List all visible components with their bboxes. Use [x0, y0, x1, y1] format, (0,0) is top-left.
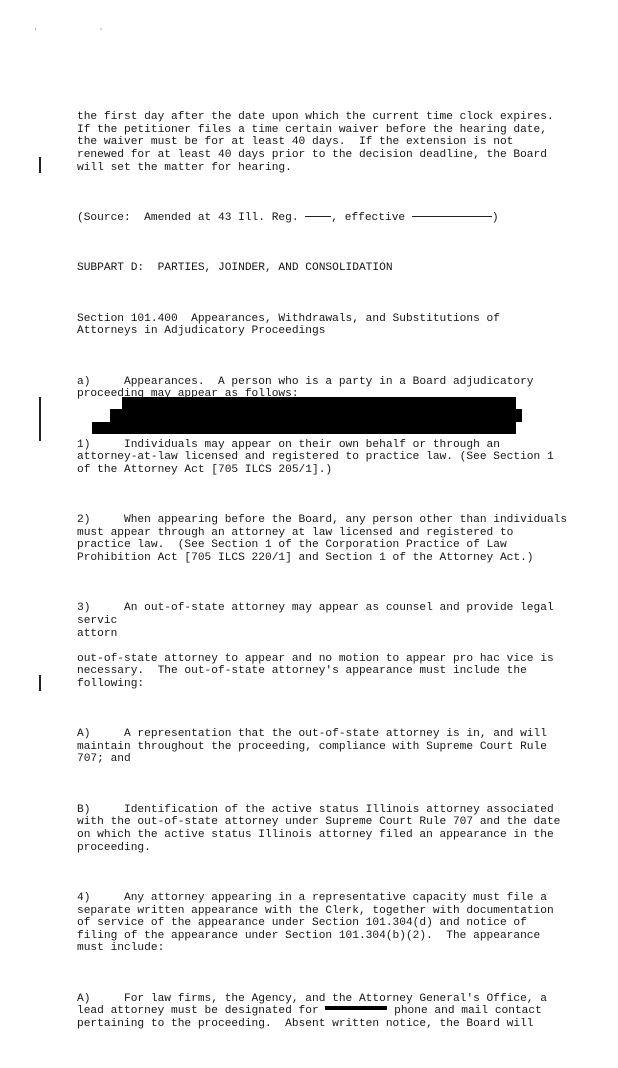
subsection-a4: 4) Any attorney appearing in a representative capacity must file a separate written appearance with the Clerk, together with documentation of service of the appearance under Section 101.304(d) and notice of filing of the appearance under Section 101.304(b)(2). The appearance must include:	[77, 892, 554, 955]
revision-bar	[39, 397, 41, 441]
subsection-a3	[77, 602, 554, 690]
a3-tail: out-of-state attorney to appear and no motion to appear pro hac vice is necessary. The out-of-state attorney's appearance must include the following:	[77, 652, 554, 690]
a3-attorn: attorn	[77, 627, 118, 640]
blank-line	[412, 216, 492, 217]
subsection-a3-A: A) A representation that the out-of-state attorney is in, and will maintain throughout the proceeding, compliance with Supreme Court Rule 707; and	[77, 728, 547, 766]
subsection-a1: 1) Individuals may appear on their own behalf or through an attorney-at-law licensed and registered to practice law. (See Section 1 of the Attorney Act [705 ILCS 205/1].)	[77, 438, 554, 476]
a4A-tail: phone and mail contact pertaining to the proceeding. Absent written notice, the Board will	[77, 1005, 542, 1030]
source-mid: , effective	[331, 211, 412, 224]
revision-bar	[39, 157, 41, 173]
struck-text	[325, 1006, 387, 1010]
subpart-heading: SUBPART D: PARTIES, JOINDER, AND CONSOLIDATION	[77, 262, 393, 275]
source-end: )	[491, 211, 499, 224]
source-note	[77, 212, 547, 225]
blank-line	[305, 216, 331, 217]
a3-lead: 3) An out-of-state attorney may appear as counsel and provide legal servic	[77, 602, 554, 627]
paragraph-time-clock: the first day after the date upon which the current time clock expires. If the petitioner files a time certain waiver before the hearing date, the waiver must be for at least 40 days. If the extension is not renewed for at least 40 days prior to the decision deadline, the Board will set the matter for hearing.	[77, 111, 554, 174]
a4A-lead: A) For law firms, the Agency, and the Attorney General's Office, a lead attorney must be designated for	[77, 992, 547, 1018]
section-heading: Section 101.400 Appearances, Withdrawals, and Substitutions of Attorneys in Adjudicatory Proceedings	[77, 312, 500, 338]
subsection-a3-B: B) Identification of the active status Illinois attorney associated with the out-of-state attorney under Supreme Court Rule 707 and the date on which the active status Illinois attorney filed an appearance in the proceeding.	[77, 803, 561, 854]
subsection-a: a) Appearances. A person who is a party in a Board adjudicatory proceeding may appear as follows:	[77, 375, 534, 401]
subsection-a4-A	[77, 993, 547, 1031]
subsection-a2: 2) When appearing before the Board, any person other than individuals must appear through an attorney at law licensed and registered to practice law. (See Section 1 of the Corporation Practice of Law Prohibition Act [705 ILCS 220/1] and Section 1 of the Attorney Act.)	[77, 514, 568, 564]
source-prefix: (Source: Amended at 43 Ill. Reg.	[77, 211, 306, 224]
scan-specks: ' '	[33, 28, 132, 37]
revision-bar	[39, 675, 41, 691]
document-body	[77, 86, 568, 1068]
